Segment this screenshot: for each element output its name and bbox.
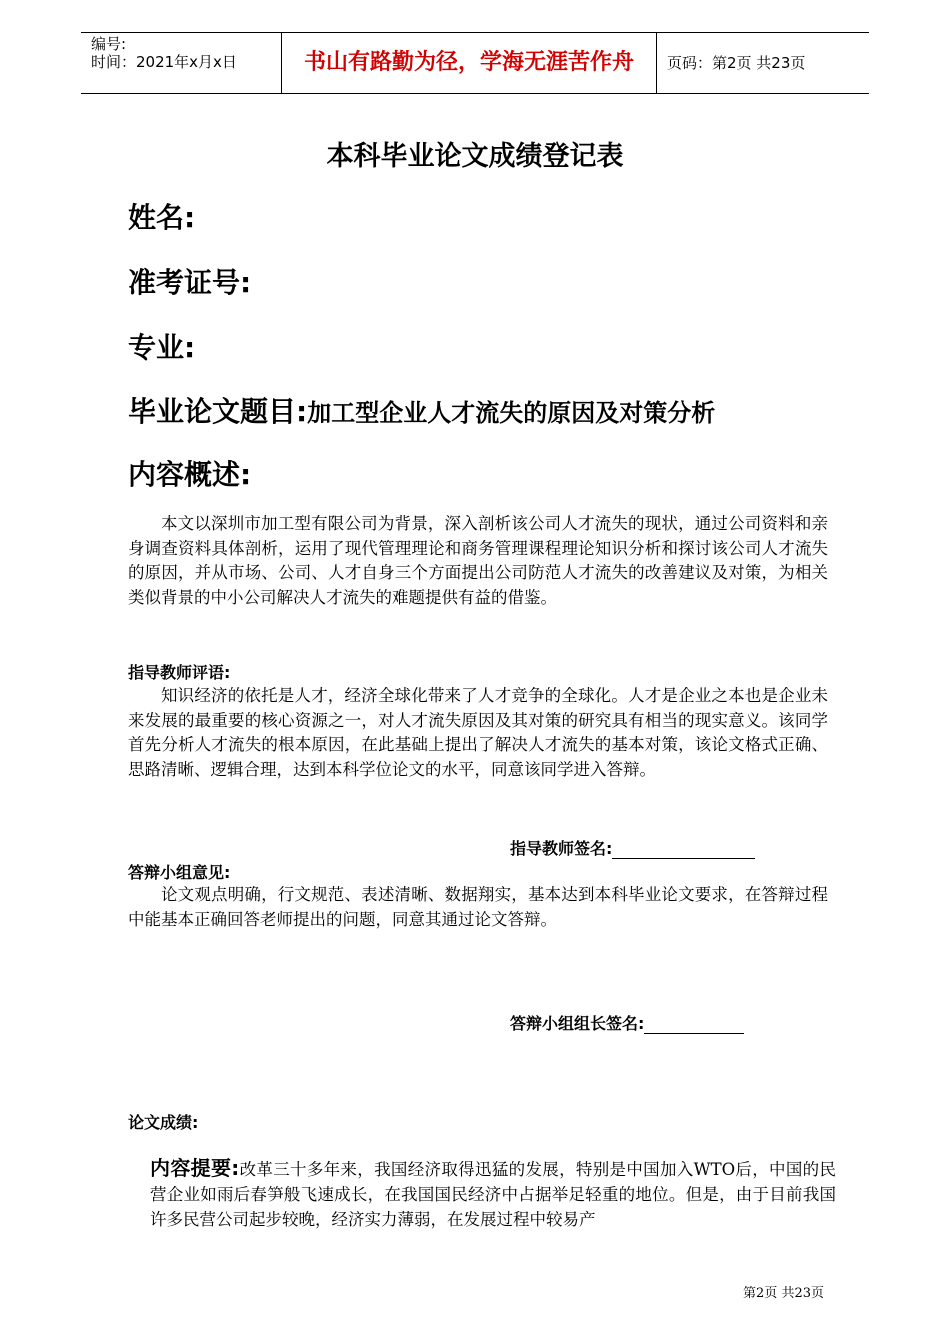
major-field: 专业: bbox=[128, 331, 196, 364]
defense-signature-label: 答辩小组组长签名: bbox=[510, 1014, 645, 1033]
defense-opinion-label: 答辩小组意见: bbox=[128, 863, 231, 882]
advisor-signature-line[interactable] bbox=[612, 840, 755, 859]
number-label: 编号: bbox=[91, 35, 127, 53]
thesis-title-value: 加工型企业人才流失的原因及对策分析 bbox=[307, 399, 716, 427]
page-header bbox=[81, 32, 869, 94]
thesis-title-label: 毕业论文题目: bbox=[128, 395, 308, 428]
header-motto-cell bbox=[282, 33, 657, 93]
abstract-label: 内容提要: bbox=[150, 1156, 240, 1180]
header-page-cell bbox=[657, 33, 869, 93]
page-info: 页码：第2页 共23页 bbox=[667, 54, 806, 72]
advisor-signature-label: 指导教师签名: bbox=[510, 839, 613, 858]
page-footer: 第2页 共23页 bbox=[743, 1286, 824, 1301]
summary-label: 内容概述: bbox=[128, 458, 252, 491]
time-label: 时间：2021年x月x日 bbox=[91, 53, 237, 71]
defense-opinion: 论文观点明确，行文规范、表述清晰、数据翔实，基本达到本科毕业论文要求，在答辩过程中能基本正确回答老师提出的问题，同意其通过论文答辩。 bbox=[128, 885, 828, 929]
summary-text: 本文以深圳市加工型有限公司为背景，深入剖析该公司人才流失的现状，通过公司资料和亲身调查资料具体剖析，运用了现代管理理论和商务管理课程理论知识分析和探讨该公司人才流失的原因，并从市场、公司、人才自身三个方面提出公司防范人才流失的改善建议及对策，为相关类似背景的中小公司解决人才流失的难题提供有益的借鉴。 bbox=[128, 514, 828, 607]
header-meta-cell bbox=[81, 33, 282, 93]
defense-signature bbox=[510, 1011, 744, 1034]
defense-signature-line[interactable] bbox=[644, 1015, 744, 1034]
motto: 书山有路勤为径，学海无涯苦作舟 bbox=[303, 50, 634, 75]
abstract bbox=[150, 1156, 836, 1232]
name-field: 姓名: bbox=[128, 201, 196, 234]
document-title: 本科毕业论文成绩登记表 bbox=[326, 141, 624, 172]
thesis-title-field bbox=[128, 390, 715, 430]
grade-label: 论文成绩: bbox=[128, 1113, 199, 1132]
abstract-text: 改革三十多年来，我国经济取得迅猛的发展，特别是中国加入WTO后，中国的民营企业如雨后春笋般飞速成长，在我国国民经济中占据举足轻重的地位。但是，由于目前我国许多民营公司起步较晚，经济实力薄弱，在发展过程中较易产 bbox=[150, 1160, 836, 1229]
advisor-comment: 知识经济的依托是人才，经济全球化带来了人才竞争的全球化。人才是企业之本也是企业未来发展的最重要的核心资源之一，对人才流失原因及其对策的研究具有相当的现实意义。该同学首先分析人才流失的根本原因，在此基础上提出了解决人才流失的基本对策，该论文格式正确、思路清晰、逻辑合理，达到本科学位论文的水平，同意该同学进入答辩。 bbox=[128, 686, 828, 779]
exam-id-field: 准考证号: bbox=[128, 266, 252, 299]
advisor-signature bbox=[510, 836, 755, 859]
advisor-comment-label: 指导教师评语: bbox=[128, 663, 231, 682]
